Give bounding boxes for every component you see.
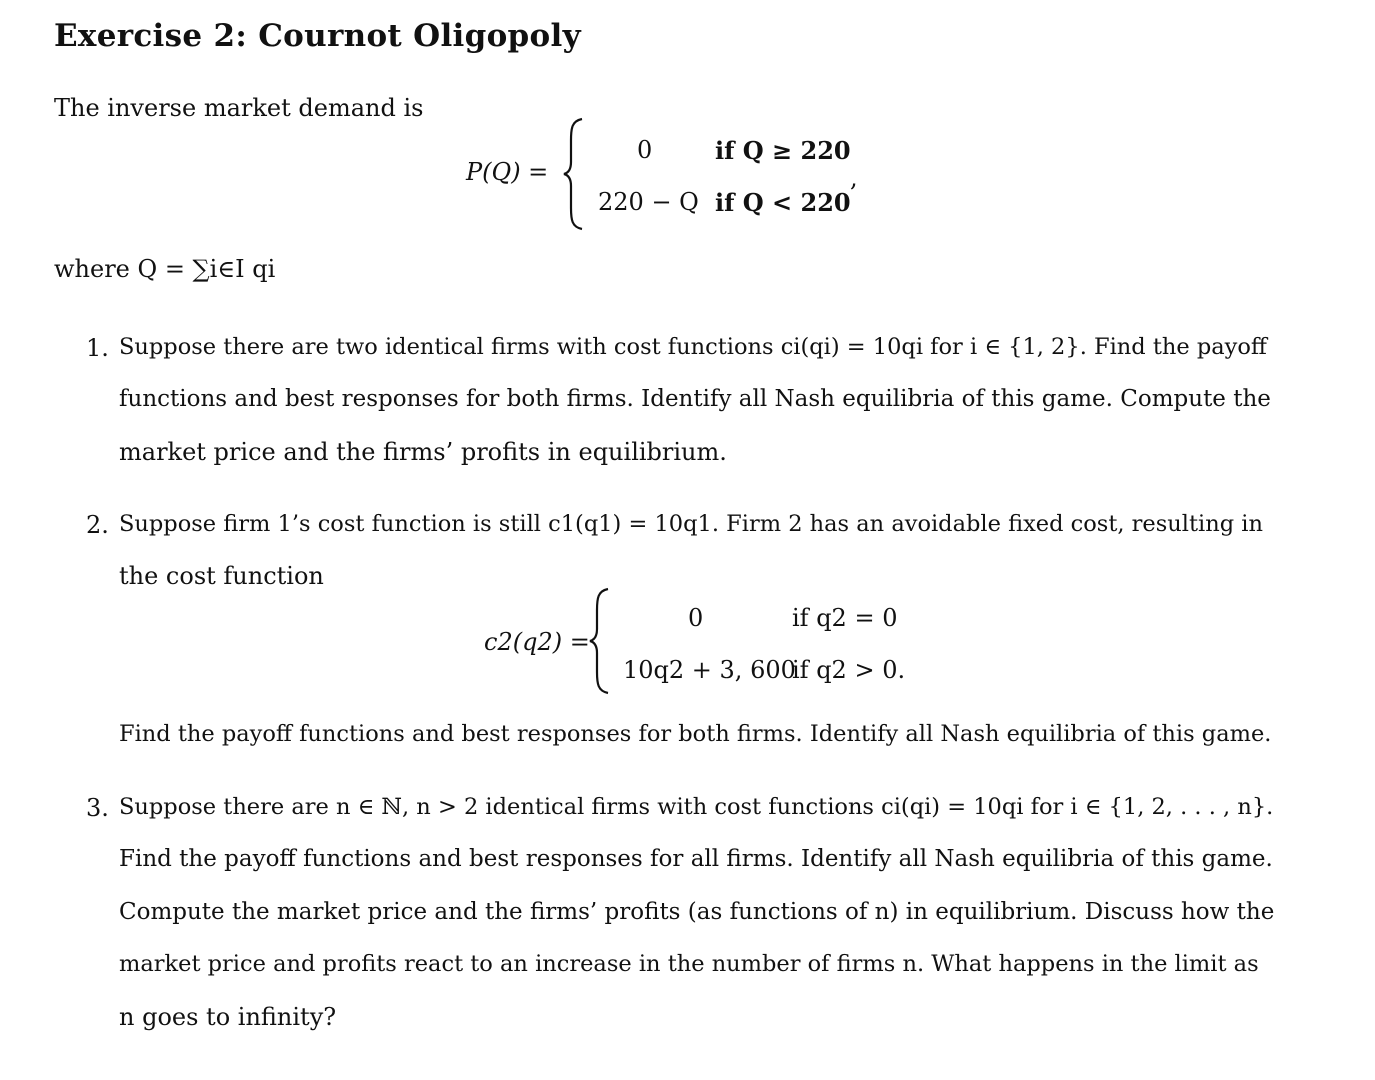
left-brace-icon (562, 116, 588, 232)
item-2-after: Find the payoff functions and best responses for both firms. Identify all Nash equilibria of this game. (119, 721, 1272, 747)
cost-case1-condition: if q2 = 0 (792, 604, 898, 632)
item-1-line-1-text: Suppose there are two identical firms with cost functions ci(qi) = 10qi for i ∈ {1, 2}. Find the payoff (119, 334, 1267, 360)
cost-case2-condition: if q2 > 0. (792, 656, 906, 684)
demand-lhs: P(Q) = (466, 158, 549, 186)
where-clause: where Q = ∑i∈I qi (54, 255, 276, 283)
item-2-line-2: the cost function (119, 562, 324, 590)
item-3-line-1: Suppose there are n ∈ ℕ, n > 2 identical firms with cost functions ci(qi) = 10qi for i ∈ {1, 2, . . . , n}. (119, 794, 1274, 820)
demand-case2-condition: if Q < 220 (715, 188, 851, 217)
exercise-title: Exercise 2: Cournot Oligopoly (54, 18, 581, 54)
intro-text: The inverse market demand is (54, 94, 424, 122)
item-3-line-3: Compute the market price and the firms’ profits (as functions of n) in equilibrium. Discuss how the (119, 899, 1275, 925)
item-1-number: 1. (86, 334, 109, 362)
item-3-number: 3. (86, 794, 109, 822)
item-3-line-2: Find the payoff functions and best responses for all firms. Identify all Nash equilibria of this game. (119, 846, 1273, 872)
demand-case1-value: 0 (637, 136, 653, 164)
demand-case1-condition: if Q ≥ 220 (715, 136, 851, 165)
item-3-line-4: market price and profits react to an increase in the number of firms n. What happens in the limit as (119, 951, 1259, 977)
item-3-line-5: n goes to infinity? (119, 1003, 337, 1031)
demand-trailing-comma: , (850, 164, 858, 192)
item-1-line-1 (119, 334, 1279, 360)
item-1-line-2: functions and best responses for both firms. Identify all Nash equilibria of this game. Compute the (119, 386, 1271, 412)
cost-case2-value: 10q2 + 3, 600 (623, 656, 796, 684)
item-2-line-1: Suppose firm 1’s cost function is still c1(q1) = 10q1. Firm 2 has an avoidable fixed cost, resulting in (119, 511, 1263, 537)
left-brace-icon-2 (588, 586, 614, 696)
item-1-line-3: market price and the firms’ profits in equilibrium. (119, 438, 727, 466)
cost-case1-value: 0 (688, 604, 704, 632)
item-2-number: 2. (86, 511, 109, 539)
demand-case2-value: 220 − Q (598, 188, 699, 216)
cost-lhs: c2(q2) = (484, 628, 590, 656)
